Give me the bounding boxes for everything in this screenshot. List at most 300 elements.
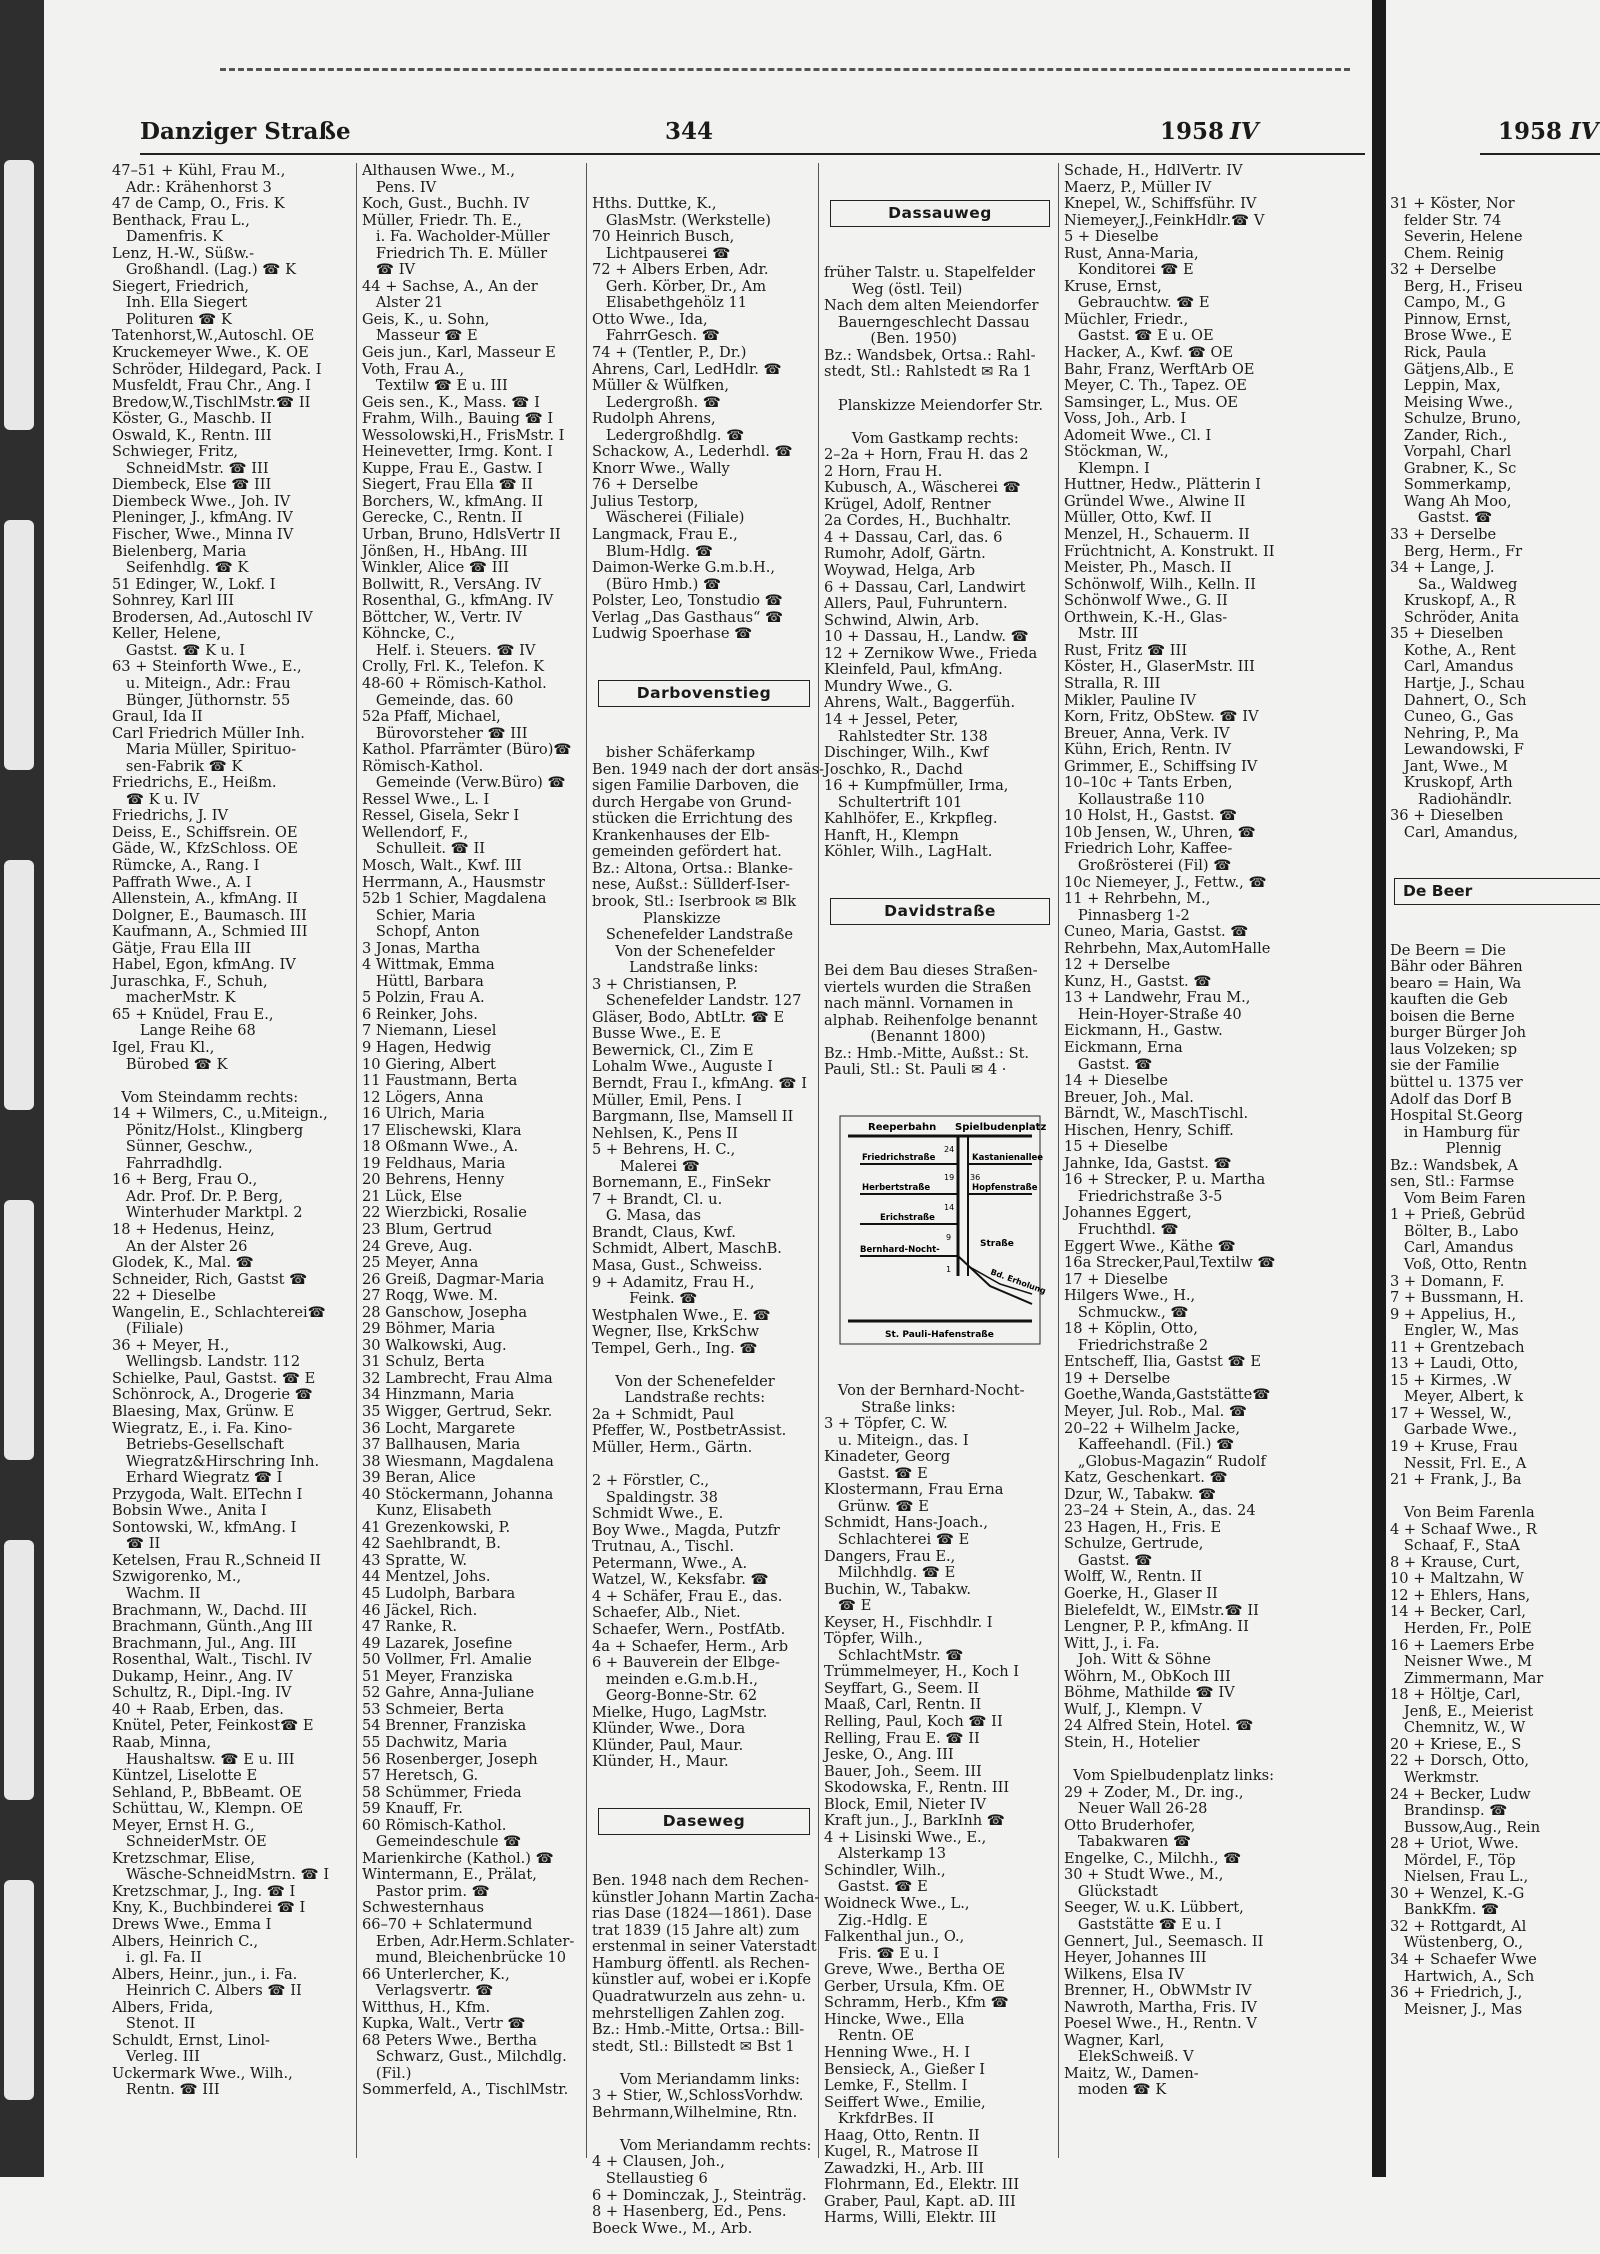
directory-line: Wellendorf, F., xyxy=(362,823,469,841)
directory-line: Meyer, Jul. Rob., Mal. ☎ xyxy=(1064,1403,1248,1421)
directory-line: 25 Meyer, Anna xyxy=(362,1254,479,1272)
directory-line: 17 + Dieselbe xyxy=(1064,1270,1168,1288)
directory-line: Carl, Amandus xyxy=(1390,1239,1514,1257)
directory-line: Diembeck Wwe., Joh. IV xyxy=(112,492,291,510)
directory-line: Katz, Geschenkart. ☎ xyxy=(1064,1469,1228,1487)
directory-line: 8 + Krause, Curt, xyxy=(1390,1553,1521,1571)
directory-line: Wegner, Ilse, KrkSchw xyxy=(592,1323,760,1341)
directory-line: Rosenthal, G., kfmAng. IV xyxy=(362,592,554,610)
header-rule xyxy=(140,153,1365,155)
directory-line: Julius Testorp, xyxy=(592,492,699,510)
directory-line: Juraschka, F., Schuh, xyxy=(112,972,268,990)
directory-line: Schmidt Wwe., E. xyxy=(592,1505,724,1523)
directory-line: 57 Heretsch, G. xyxy=(362,1767,479,1785)
directory-line: bearo = Hain, Wa xyxy=(1390,974,1522,992)
directory-line: Allenstein, A., kfmAng. II xyxy=(112,890,298,908)
directory-line: sie der Familie xyxy=(1390,1057,1500,1075)
directory-line: Bewernick, Cl., Zim E xyxy=(592,1041,754,1059)
directory-line: Römisch-Kathol. xyxy=(362,757,484,775)
directory-line: Lenz, H.-W., Süßw.- xyxy=(112,244,255,262)
directory-line: Kruckemeyer Wwe., K. OE xyxy=(112,344,309,362)
directory-line: Köhler, Wilh., LagHalt. xyxy=(824,843,993,861)
directory-line: (Büro Hmb.) ☎ xyxy=(592,575,722,593)
directory-line: Ketelsen, Frau R.,Schneid II xyxy=(112,1551,322,1569)
directory-line xyxy=(112,1073,352,1090)
directory-line: 45 Ludolph, Barbara xyxy=(362,1585,516,1603)
directory-line: Wachm. II xyxy=(112,1585,201,1603)
directory-line: Sohnrey, Karl III xyxy=(112,592,234,610)
directory-line: Wilkens, Elsa IV xyxy=(1064,1965,1185,1983)
directory-line: Verlag „Das Gasthaus“ ☎ xyxy=(592,608,784,626)
directory-line: Woywad, Helga, Arb xyxy=(824,562,976,580)
directory-line: felder Str. 74 xyxy=(1390,211,1502,229)
directory-line: Otto Wwe., Ida, xyxy=(592,310,708,328)
directory-line: 53 Schmeier, Berta xyxy=(362,1700,505,1718)
directory-line: Rentn. ☎ III xyxy=(112,2081,220,2099)
directory-line: Bussow,Aug., Rein xyxy=(1390,1818,1541,1836)
directory-line: Müller, Otto, Kwf. II xyxy=(1064,509,1212,527)
directory-line: Alsterkamp 13 xyxy=(824,1845,947,1863)
directory-line: Glückstadt xyxy=(1064,1882,1158,1900)
directory-line: 10 Giering, Albert xyxy=(362,1055,496,1073)
directory-line: Leppin, Max, xyxy=(1390,377,1501,395)
directory-line: Von der Schenefelder xyxy=(592,942,775,960)
directory-line: Maitz, W., Damen- xyxy=(1064,2064,1199,2082)
directory-line: Sehland, P., BbBeamt. OE xyxy=(112,1783,302,1801)
directory-line: Schultz, R., Dipl.-Ing. IV xyxy=(112,1684,292,1702)
directory-line: Müchler, Friedr., xyxy=(1064,310,1189,328)
directory-line: 38 Wiesmann, Magdalena xyxy=(362,1452,554,1470)
directory-line: Landstraße rechts: xyxy=(592,1389,766,1407)
directory-line xyxy=(592,1357,816,1374)
directory-line: Mördel, F., Töp xyxy=(1390,1851,1516,1869)
street-title: Danziger Straße xyxy=(140,118,351,145)
directory-line: 22 + Dieselbe xyxy=(112,1287,216,1305)
directory-line: Korn, Fritz, ObStew. ☎ IV xyxy=(1064,708,1259,726)
directory-line: Joschko, R., Dachd xyxy=(824,760,963,778)
directory-line: Konditorei ☎ E xyxy=(1064,261,1194,279)
directory-line: Wulf, J., Klempn. V xyxy=(1064,1700,1202,1718)
directory-line: erstenmal in seiner Vaterstadt xyxy=(592,1938,817,1956)
scan-left-border xyxy=(0,0,44,2177)
directory-line: Klünder, H., Maur. xyxy=(592,1753,729,1771)
directory-line: Malerei ☎ xyxy=(592,1157,700,1175)
directory-line: 16 + Laemers Erbe xyxy=(1390,1636,1535,1654)
directory-line: Stenot. II xyxy=(112,2015,196,2033)
directory-line: Keyser, H., Fischhdlr. I xyxy=(824,1613,993,1631)
directory-line: 36 + Friedrich, J., xyxy=(1390,1984,1523,2002)
directory-line: 24 + Becker, Ludw xyxy=(1390,1785,1531,1803)
directory-line: Knorr Wwe., Wally xyxy=(592,459,730,477)
map-number-9: 9 xyxy=(946,1232,952,1242)
directory-line: moden ☎ K xyxy=(1064,2081,1167,2099)
directory-line: Bauerngeschlecht Dassau xyxy=(824,313,1030,331)
directory-line: 28 Ganschow, Josepha xyxy=(362,1303,528,1321)
directory-line: ☎ E xyxy=(824,1597,872,1615)
directory-line xyxy=(1390,1489,1600,1506)
directory-line: Carl Friedrich Müller Inh. xyxy=(112,724,305,742)
directory-line: Verlagsvertr. ☎ xyxy=(362,1982,494,2000)
directory-line: 6 + Bauverein der Elbge- xyxy=(592,1654,780,1672)
directory-line: Schulleit. ☎ II xyxy=(362,840,486,858)
directory-line: Brachmann, Jul., Ang. III xyxy=(112,1634,297,1652)
directory-line: 24 Greve, Aug. xyxy=(362,1237,473,1255)
directory-line: Gastst. ☎ K u. I xyxy=(112,641,246,659)
page-gutter xyxy=(1372,0,1386,2177)
directory-line: 72 + Albers Erben, Adr. xyxy=(592,261,769,279)
map-number-14: 14 xyxy=(944,1202,955,1212)
directory-line: Albers, Heinr., jun., i. Fa. xyxy=(112,1965,298,1983)
directory-line: Bielefeldt, W., ElMstr.☎ II xyxy=(1064,1601,1259,1619)
directory-line: künstler auf, wobei er i.Kopfe xyxy=(592,1971,811,1989)
directory-line: 70 Heinrich Busch, xyxy=(592,228,735,246)
directory-line: Verleg. III xyxy=(112,2048,200,2066)
directory-line: brook, Stl.: Iserbrook ✉ Blk xyxy=(592,892,797,910)
directory-line: Knütel, Peter, Feinkost☎ E xyxy=(112,1717,314,1735)
directory-line: Chemnitz, W., W xyxy=(1390,1719,1526,1737)
directory-line: Cuneo, Maria, Gastst. ☎ xyxy=(1064,923,1249,941)
directory-line: Bölter, B., Labo xyxy=(1390,1222,1519,1240)
directory-line: 21 Lück, Else xyxy=(362,1187,463,1205)
directory-line: Zander, Rich., xyxy=(1390,426,1508,444)
directory-line: Buchin, W., Tabakw. xyxy=(824,1580,971,1598)
directory-line: büttel u. 1375 ver xyxy=(1390,1073,1523,1091)
directory-line: Hüttl, Barbara xyxy=(362,972,484,990)
directory-line: 31 + Köster, Nor xyxy=(1390,195,1515,213)
directory-line: Koch, Gust., Buchh. IV xyxy=(362,195,530,213)
directory-line: Kny, K., Buchbinderei ☎ I xyxy=(112,1899,306,1917)
directory-line: Großrösterei (Fil) ☎ xyxy=(1064,856,1232,874)
directory-line: Schmidt, Hans-Joach., xyxy=(824,1514,988,1532)
directory-line: Spaldingstr. 38 xyxy=(592,1488,718,1506)
directory-line: Böttcher, W., Vertr. IV xyxy=(362,608,523,626)
directory-line: Graber, Paul, Kapt. aD. III xyxy=(824,2192,1016,2210)
directory-line: Fischer, Wwe., Minna IV xyxy=(112,526,294,544)
directory-line: 3 + Stier, W.,SchlossVorhdw. xyxy=(592,2087,804,2105)
directory-line: Schaefer, Alb., Niet. xyxy=(592,1604,741,1622)
directory-line: 10 Holst, H., Gastst. ☎ xyxy=(1064,807,1238,825)
directory-line: 35 Wigger, Gertrud, Sekr. xyxy=(362,1403,553,1421)
directory-line: viertels wurden die Straßen xyxy=(824,978,1032,996)
directory-line: i. Fa. Wacholder-Müller xyxy=(362,228,550,246)
directory-line: Kupka, Walt., Vertr ☎ xyxy=(362,2015,526,2033)
directory-line: Gastst. ☎ E u. OE xyxy=(1064,327,1214,345)
directory-line: Pinnasberg 1-2 xyxy=(1064,906,1190,924)
directory-line: Frahm, Wilh., Bauing ☎ I xyxy=(362,410,554,428)
directory-line: Zawadzki, H., Arb. III xyxy=(824,2159,984,2177)
directory-line: rias Dase (1824—1861). Dase xyxy=(592,1905,812,1923)
directory-line: Samsinger, L., Mus. OE xyxy=(1064,393,1239,411)
directory-column-1 xyxy=(112,163,352,2158)
directory-line: Paffrath Wwe., A. I xyxy=(112,873,252,891)
directory-line: 68 Peters Wwe., Bertha xyxy=(362,2031,537,2049)
directory-line: Oswald, K., Rentn. III xyxy=(112,426,272,444)
directory-line: Adr.: Krähenhorst 3 xyxy=(112,178,272,196)
directory-line: durch Hergabe von Grund- xyxy=(592,793,792,811)
directory-line: Szwigorenko, M., xyxy=(112,1568,242,1586)
directory-line: Pauli, Stl.: St. Pauli ✉ 4 · xyxy=(824,1061,1007,1079)
directory-line: Friedrichstraße 3-5 xyxy=(1064,1187,1223,1205)
directory-line: 13 + Landwehr, Frau M., xyxy=(1064,989,1251,1007)
directory-line: 36 + Meyer, H., xyxy=(112,1336,230,1354)
directory-column-6 xyxy=(1390,163,1600,2158)
directory-line: Pens. IV xyxy=(362,178,437,196)
directory-line: 4 Wittmak, Emma xyxy=(362,956,495,974)
directory-line: Schindler, Wilh., xyxy=(824,1861,946,1879)
directory-line: Witt, J., i. Fa. xyxy=(1064,1634,1160,1652)
directory-line: Benthack, Frau L., xyxy=(112,211,250,229)
directory-line: 10 + Maltzahn, W xyxy=(1390,1570,1524,1588)
map-label-herbertstrasse: Herbertstraße xyxy=(862,1182,931,1193)
directory-line: 29 Böhmer, Maria xyxy=(362,1320,496,1338)
directory-line: Wagner, Karl, xyxy=(1064,2031,1165,2049)
directory-line: Bürobed ☎ K xyxy=(112,1055,228,1073)
directory-line: 5 + Behrens, H. C., xyxy=(592,1141,736,1159)
directory-line: 24 Alfred Stein, Hotel. ☎ xyxy=(1064,1717,1254,1735)
directory-line: Niemeyer,J.,FeinkHdlr.☎ V xyxy=(1064,211,1265,229)
directory-line: 18 + Köplin, Otto, xyxy=(1064,1320,1198,1338)
directory-line: Blaesing, Max, Grünw. E xyxy=(112,1403,295,1421)
directory-line: Gastst. ☎ xyxy=(1390,509,1493,527)
directory-line: Masseur ☎ E xyxy=(362,327,478,345)
directory-line: Alster 21 xyxy=(362,294,444,312)
directory-line: Meising Wwe., xyxy=(1390,393,1514,411)
directory-line: Wintermann, E., Prälat, xyxy=(362,1866,537,1884)
directory-line: Diembeck, Else ☎ III xyxy=(112,476,272,494)
directory-line: Ressel, Gisela, Sekr I xyxy=(362,807,520,825)
directory-line: 10 + Dassau, H., Landw. ☎ xyxy=(824,628,1029,646)
directory-line: Meyer, Ernst H. G., xyxy=(112,1816,255,1834)
directory-line: Brandinsp. ☎ xyxy=(1390,1802,1508,1820)
directory-line: 9 + Adamitz, Frau H., xyxy=(592,1273,755,1291)
directory-line: Rust, Anna-Maria, xyxy=(1064,244,1199,262)
directory-line: Habel, Egon, kfmAng. IV xyxy=(112,956,296,974)
directory-line: Rentn. OE xyxy=(824,2027,915,2045)
directory-line: Wang Ah Moo, xyxy=(1390,492,1512,510)
directory-line: stedt, Stl.: Rahlstedt ✉ Ra 1 xyxy=(824,363,1032,381)
directory-line: Seeger, W. u.K. Lübbert, xyxy=(1064,1899,1244,1917)
directory-line: Mundry Wwe., G. xyxy=(824,677,953,695)
directory-line: Pastor prim. ☎ xyxy=(362,1882,490,1900)
directory-line: Rehrbehn, Max,AutomHalle xyxy=(1064,939,1271,957)
directory-line: Kretzschmar, J., Ing. ☎ I xyxy=(112,1882,296,1900)
directory-line: Ludwig Spoerhase ☎ xyxy=(592,625,753,643)
right-page-year: 1958 xyxy=(1498,118,1563,145)
directory-line: 33 + Derselbe xyxy=(1390,526,1497,544)
directory-line: 40 + Raab, Erben, das. xyxy=(112,1700,284,1718)
directory-line: Block, Emil, Nieter IV xyxy=(824,1795,987,1813)
directory-line: Mosch, Walt., Kwf. III xyxy=(362,856,522,874)
directory-line: Meyer, Albert, k xyxy=(1390,1388,1524,1406)
directory-line: Georg-Bonne-Str. 62 xyxy=(592,1687,758,1705)
directory-line: Brodersen, Ad.,Autoschl IV xyxy=(112,608,313,626)
directory-line: Westphalen Wwe., E. ☎ xyxy=(592,1306,771,1324)
directory-line: Bz.: Wandsbek, A xyxy=(1390,1156,1518,1174)
directory-line: Haushaltsw. ☎ E u. III xyxy=(112,1750,295,1768)
map-label-erichstrasse: Erichstraße xyxy=(880,1212,935,1223)
directory-line: Ahrens, Carl, LedHdlr. ☎ xyxy=(592,360,782,378)
directory-line: Fruchthdl. ☎ xyxy=(1064,1221,1179,1238)
directory-line: Schröder, Hildegard, Pack. I xyxy=(112,360,322,378)
directory-line: 14 + Wilmers, C., u.Miteign., xyxy=(112,1105,328,1123)
directory-line: Wangelin, E., Schlachterei☎ xyxy=(112,1303,326,1321)
directory-line: Wäsche-SchneidMstrn. ☎ I xyxy=(112,1866,330,1884)
directory-line: Köhncke, C., xyxy=(362,625,455,643)
directory-line: Großhandl. (Lag.) ☎ K xyxy=(112,261,296,279)
directory-line: Adr. Prof. Dr. P. Berg, xyxy=(112,1187,283,1205)
directory-line xyxy=(1064,1752,1364,1769)
directory-line: Bollwitt, R., VersAng. IV xyxy=(362,575,542,593)
directory-line: 9 Hagen, Hedwig xyxy=(362,1038,492,1056)
directory-line: Bz.: Hmb.-Mitte, Ortsa.: Bill- xyxy=(592,2021,805,2039)
directory-line: 29 + Zoder, M., Dr. ing., xyxy=(1064,1783,1244,1801)
directory-line: Breuer, Anna, Verk. IV xyxy=(1064,724,1230,742)
directory-line: Köster, H., GlaserMstr. III xyxy=(1064,658,1255,676)
directory-line: Friedrichs, J. IV xyxy=(112,807,229,825)
directory-line: 52 Gahre, Anna-Juliane xyxy=(362,1684,535,1702)
directory-line: Gebrauchtw. ☎ E xyxy=(1064,294,1210,312)
directory-line: Schier, Maria xyxy=(362,906,476,924)
directory-line: Schlachterei ☎ E xyxy=(824,1531,970,1548)
directory-line: KrkfdrBes. II xyxy=(824,2110,935,2128)
directory-line: mehrstelligen Zahlen zog. xyxy=(592,2004,785,2022)
directory-line: 43 Spratte, W. xyxy=(362,1551,467,1569)
directory-line: Zimmermann, Mar xyxy=(1390,1669,1544,1687)
directory-line: 36 + Dieselben xyxy=(1390,807,1504,825)
directory-line: Bensieck, A., Gießer I xyxy=(824,2060,986,2078)
column-divider xyxy=(586,163,587,2158)
directory-line: Trümmelmeyer, H., Koch I xyxy=(824,1663,1020,1681)
directory-line: Tempel, Gerh., Ing. ☎ xyxy=(592,1339,758,1357)
directory-line: Klünder, Wwe., Dora xyxy=(592,1720,746,1738)
directory-line: Elisabethgehölz 11 xyxy=(592,294,748,312)
directory-line: Albers, Frida, xyxy=(112,1998,214,2016)
directory-line: Klempn. I xyxy=(1064,459,1150,477)
directory-line: Flohrmann, Ed., Elektr. III xyxy=(824,2176,1020,2194)
directory-line: Schramm, Herb., Kfm ☎ xyxy=(824,1994,1009,2012)
header-year: 1958 xyxy=(1160,118,1225,145)
directory-line: Hartwich, A., Sch xyxy=(1390,1967,1535,1985)
directory-line: 10c Niemeyer, J., Fettw., ☎ xyxy=(1064,873,1267,891)
directory-line: Vom Spielbudenplatz links: xyxy=(1064,1767,1275,1785)
directory-line: Nach dem alten Meiendorfer xyxy=(824,297,1039,315)
directory-line: Böhme, Mathilde ☎ IV xyxy=(1064,1684,1235,1702)
directory-line: 2 + Förstler, C., xyxy=(592,1472,710,1490)
directory-line: 16a Strecker,Paul,Textilw ☎ xyxy=(1064,1254,1276,1272)
directory-line: Hilgers Wwe., H., xyxy=(1064,1287,1196,1305)
section-title-dassauweg: Dassauweg xyxy=(830,200,1050,227)
directory-line: Seyffart, G., Seem. II xyxy=(824,1679,980,1697)
directory-line: 18 + Hedenus, Heinz, xyxy=(112,1221,275,1238)
directory-line: BankKfm. ☎ xyxy=(1390,1901,1500,1919)
directory-line: Schwesternhaus xyxy=(362,1899,485,1917)
directory-line: 74 + (Tentler, P., Dr.) xyxy=(592,344,747,362)
directory-line: Hischen, Henry, Schiff. xyxy=(1064,1121,1234,1139)
directory-line: Bünger, Jüthornstr. 55 xyxy=(112,691,291,709)
directory-line: Vom Steindamm rechts: xyxy=(112,1088,299,1106)
directory-line: Dolgner, E., Baumasch. III xyxy=(112,906,307,924)
directory-line: Boy Wwe., Magda, Putzfr xyxy=(592,1521,780,1539)
directory-line: Feink. ☎ xyxy=(592,1290,698,1308)
directory-line: Dzur, W., Tabakw. ☎ xyxy=(1064,1485,1217,1503)
map-number-24: 24 xyxy=(944,1144,955,1154)
directory-line: Nawroth, Martha, Fris. IV xyxy=(1064,1998,1257,2016)
directory-line: Lohalm Wwe., Auguste I xyxy=(592,1058,773,1076)
directory-line: 2–2a + Horn, Frau H. das 2 xyxy=(824,446,1029,464)
directory-line: 30 + Wenzel, K.-G xyxy=(1390,1884,1525,1902)
directory-line: Mielke, Hugo, LagMstr. xyxy=(592,1703,768,1721)
directory-line: Fris. ☎ E u. I xyxy=(824,1944,940,1962)
directory-line: Bürovorsteher ☎ III xyxy=(362,724,528,742)
directory-column-3 xyxy=(592,163,825,2237)
directory-line: 47–51 + Kühl, Frau M., xyxy=(112,162,286,179)
directory-line: Ressel Wwe., L. I xyxy=(362,790,490,808)
directory-line: 27 Roqg, Wwe. M. xyxy=(362,1287,498,1305)
directory-line: Igel, Frau Kl., xyxy=(112,1038,215,1056)
directory-line: Tabakwaren ☎ xyxy=(1064,1833,1192,1851)
directory-line: 6 + Dassau, Carl, Landwirt xyxy=(824,578,1026,596)
directory-line: GlasMstr. (Werkstelle) xyxy=(592,211,771,229)
directory-line: boisen die Berne xyxy=(1390,1007,1515,1025)
directory-line: Müller, Friedr. Th. E., xyxy=(362,211,522,229)
directory-line: Bz.: Altona, Ortsa.: Blanke- xyxy=(592,859,793,877)
map-frame xyxy=(840,1116,1040,1344)
directory-line: Köster, G., Maschb. II xyxy=(112,410,272,428)
directory-line: SchlachtMstr. ☎ xyxy=(824,1646,964,1664)
directory-line: Watzel, W., Keksfabr. ☎ xyxy=(592,1571,769,1589)
directory-line: Rust, Fritz ☎ III xyxy=(1064,641,1188,659)
directory-line: Nehring, P., Ma xyxy=(1390,724,1519,742)
directory-line: Sommerkamp, xyxy=(1390,476,1512,494)
directory-line: 8 + Hasenberg, Ed., Pens. xyxy=(592,2203,787,2221)
map-label-reeperbahn: Reeperbahn xyxy=(868,1121,937,1133)
directory-line: Milchhdlg. ☎ E xyxy=(824,1564,956,1582)
directory-line: Kathol. Pfarrämter (Büro)☎ xyxy=(362,741,572,759)
directory-line: Ahrens, Walt., Baggerfüh. xyxy=(824,694,1016,712)
directory-line: Berndt, Frau I., kfmAng. ☎ I xyxy=(592,1074,807,1092)
directory-line: Borchers, W., kfmAng. II xyxy=(362,492,543,510)
directory-line: Gaststätte ☎ E u. I xyxy=(1064,1915,1222,1933)
directory-line: Polster, Leo, Tonstudio ☎ xyxy=(592,592,783,610)
directory-line: 18 + Höltje, Carl, xyxy=(1390,1686,1521,1704)
directory-line: 47 Ranke, R. xyxy=(362,1618,458,1636)
directory-line: Rosenthal, Walt., Tischl. IV xyxy=(112,1651,312,1669)
directory-line: 48-60 + Römisch-Kathol. xyxy=(362,674,547,692)
page-number: 344 xyxy=(665,118,714,145)
directory-line: Maerz, P., Müller IV xyxy=(1064,178,1212,196)
directory-line: Petermann, Wwe., A. xyxy=(592,1554,748,1572)
directory-line: 3 Jonas, Martha xyxy=(362,939,481,957)
directory-line: Jenß, E., Meierist xyxy=(1390,1702,1534,1720)
directory-line: meinden e.G.m.b.H., xyxy=(592,1670,758,1688)
directory-line: Falkenthal jun., O., xyxy=(824,1928,965,1946)
directory-line: Dukamp, Heinr., Ang. IV xyxy=(112,1667,293,1685)
directory-line: Von der Bernhard-Nocht- xyxy=(824,1382,1025,1400)
directory-line: Schenefelder Landstraße xyxy=(592,926,794,944)
directory-line: Brose Wwe., E xyxy=(1390,327,1512,345)
directory-column-5 xyxy=(1064,163,1364,2158)
directory-line: Schönwolf, Wilh., Kelln. II xyxy=(1064,575,1256,593)
directory-line: Musfeldt, Frau Chr., Ang. I xyxy=(112,377,312,395)
directory-line: SchneiderMstr. OE xyxy=(112,1833,267,1851)
directory-line: Masa, Gust., Schweiss. xyxy=(592,1257,763,1274)
directory-line: gemeinden gefördert hat. xyxy=(592,843,782,861)
directory-line: SchneidMstr. ☎ III xyxy=(112,459,269,477)
directory-line: Schultertrift 101 xyxy=(824,793,963,811)
map-label-hopfenstrasse: Hopfenstraße xyxy=(972,1182,1038,1193)
directory-line: Graul, Ida II xyxy=(112,708,203,726)
directory-line: 39 Beran, Alice xyxy=(362,1469,476,1487)
